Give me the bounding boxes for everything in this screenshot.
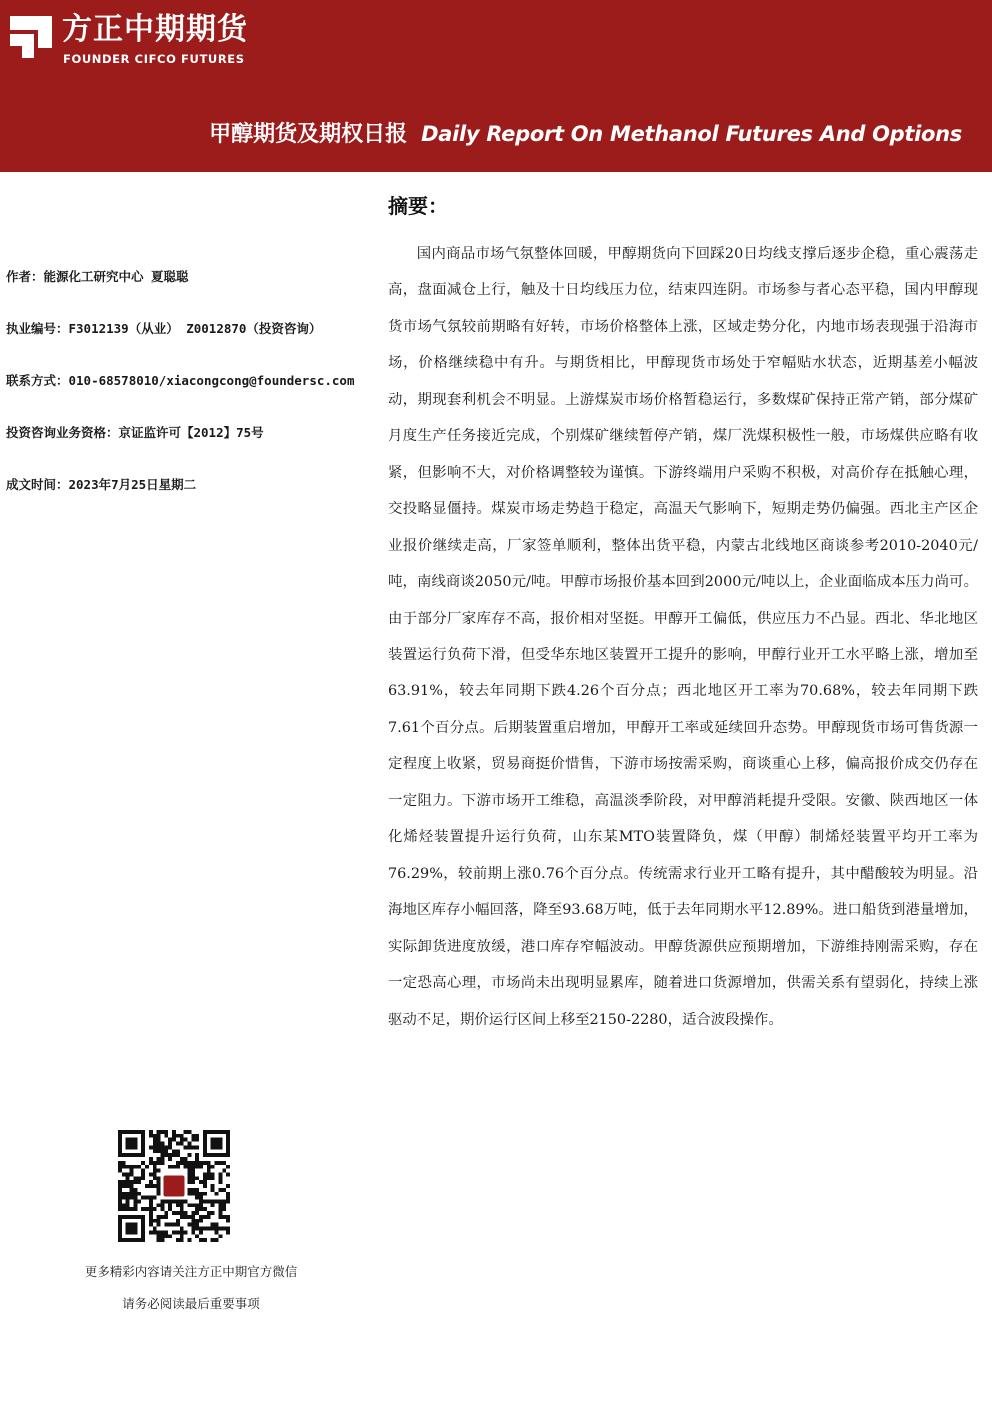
date-line: 成文时间：2023年7月25日星期二	[6, 477, 197, 492]
author-line: 作者：能源化工研究中心 夏聪聪	[6, 269, 189, 284]
logo-chinese-name: 方正中期期货	[62, 12, 248, 47]
author-info	[6, 262, 376, 522]
report-title-chinese: 甲醇期货及期权日报	[209, 122, 408, 147]
header-banner	[0, 0, 992, 172]
founder-logo-icon	[8, 14, 54, 60]
qr-caption-follow: 更多精彩内容请关注方正中期官方微信	[84, 1264, 298, 1279]
qr-caption-notice: 请务必阅读最后重要事项	[122, 1296, 260, 1311]
summary-heading: 摘要：	[388, 194, 448, 218]
logo-english-name: FOUNDER CIFCO FUTURES	[63, 52, 245, 66]
wechat-qr-code-icon	[118, 1130, 230, 1242]
summary-paragraph: 国内商品市场气氛整体回暖，甲醇期货向下回踩20日均线支撑后逐步企稳，重心震荡走高，盘面减仓上行，触及十日均线压力位，结束四连阴。市场参与者心态平稳，国内甲醇现货市场气氛较前期略有好转，市场价格整体上涨，区域走势分化，内地市场表现强于沿海市场，价格继续稳中有升。与期货相比，甲醇现货市场处于窄幅贴水状态，近期基差小幅波动，期现套利机会不明显。上游煤炭市场价格暂稳运行，多数煤矿保持正常产销，部分煤矿月度生产任务接近完成，个别煤矿继续暂停产销，煤厂洗煤积极性一般，市场煤供应略有收紧，但影响不大，对价格调整较为谨慎。下游终端用户采购不积极，对高价存在抵触心理，交投略显僵持。煤炭市场走势趋于稳定，高温天气影响下，短期走势仍偏强。西北主产区企业报价继续走高，厂家签单顺利，整体出货平稳，内蒙古北线地区商谈参考2010-2040元/吨，南线商谈2050元/吨。甲醇市场报价基本回到2000元/吨以上，企业面临成本压力尚可。由于部分厂家库存不高，报价相对坚挺。甲醇开工偏低，供应压力不凸显。西北、华北地区装置运行负荷下滑，但受华东地区装置开工提升的影响，甲醇行业开工水平略上涨，增加至63.91%，较去年同期下跌4.26个百分点；西北地区开工率为70.68%，较去年同期下跌7.61个百分点。后期装置重启增加，甲醇开工率或延续回升态势。甲醇现货市场可售货源一定程度上收紧，贸易商挺价惜售，下游市场按需采购，商谈重心上移，偏高报价成交仍存在一定阻力。下游市场开工维稳，高温淡季阶段，对甲醇消耗提升受限。安徽、陕西地区一体化烯烃装置提升运行负荷，山东某MTO装置降负，煤（甲醇）制烯烃装置平均开工率为76.29%，较前期上涨0.76个百分点。传统需求行业开工略有提升，其中醋酸较为明显。沿海地区库存小幅回落，降至93.68万吨，低于去年同期水平12.89%。进口船货到港量增加，实际卸货进度放缓，港口库存窄幅波动。甲醇货源供应预期增加，下游维持刚需采购，存在一定恐高心理，市场尚未出现明显累库，随着进口货源增加，供需关系有望弱化，持续上涨驱动不足，期价运行区间上移至2150-2280，适合波段操作。	[388, 246, 978, 1028]
report-title	[209, 118, 962, 152]
contact-line: 联系方式：010-68578010/xiacongcong@foundersc.com	[6, 373, 355, 388]
license-number-line: 执业编号：F3012139（从业） Z0012870（投资咨询）	[6, 321, 322, 336]
qualification-line: 投资咨询业务资格：京证监许可【2012】75号	[6, 425, 264, 440]
report-title-english: Daily Report On Methanol Futures And Options	[421, 122, 962, 146]
